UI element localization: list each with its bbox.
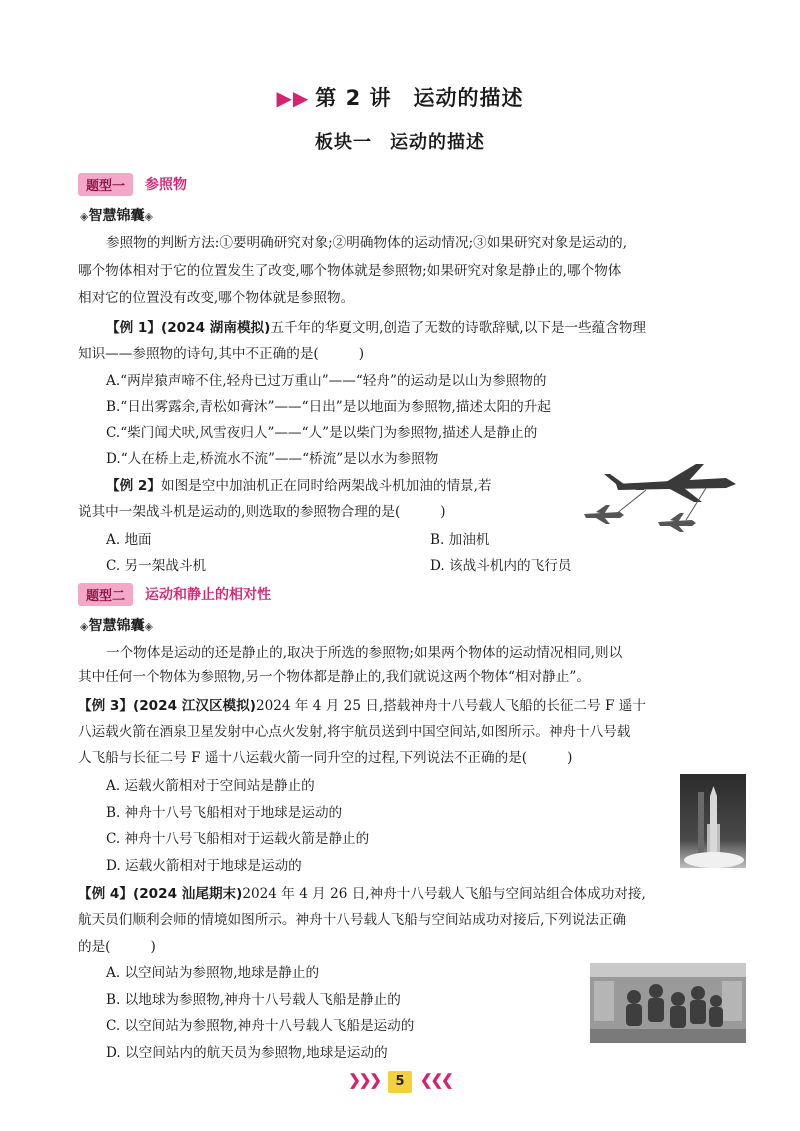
example3-text: 人飞船与长征二号 F 遥十八运载火箭一同升空的过程,下列说法不正确的是( bbox=[78, 750, 528, 766]
example1-source: (2024 湖南模拟) bbox=[160, 320, 271, 336]
type2-wisdom-heading bbox=[80, 615, 153, 635]
example4-option: B. 以地球为参照物,神舟十八号载人飞船是静止的 bbox=[106, 992, 401, 1008]
example1-option: C.“柴门闻犬吠,风雪夜归人”——“人”是以柴门为参照物,描述人是静止的 bbox=[106, 425, 538, 441]
example4-label: 【例 4】 bbox=[78, 886, 133, 902]
type2-para-line: 其中任何一个物体为参照物,另一个物体都是静止的,我们就说这两个物体“相对静止”。 bbox=[78, 669, 590, 685]
type2-header bbox=[78, 583, 271, 605]
section-label: 板块一 bbox=[315, 132, 372, 153]
refueling-aircraft-image bbox=[576, 462, 744, 534]
example1-label: 【例 1】 bbox=[106, 320, 161, 336]
example3-stem-line2: 八运载火箭在酒泉卫星发射中心点火发射,将宇航员送到中国空间站,如图所示。神舟十八号载 bbox=[78, 724, 631, 740]
diamond-icon: ◈ bbox=[80, 210, 89, 223]
type1-para-line: 相对它的位置没有改变,哪个物体就是参照物。 bbox=[78, 290, 355, 306]
type2-badge: 题型二 bbox=[78, 583, 133, 606]
type1-wisdom-heading bbox=[80, 205, 153, 225]
example1-text: 五千年的华夏文明,创造了无数的诗歌辞赋,以下是一些蕴含物理 bbox=[270, 320, 647, 336]
example3-stem-line3 bbox=[78, 748, 746, 768]
example3-label: 【例 3】 bbox=[78, 698, 133, 714]
example3-option: C. 神舟十八号飞船相对于运载火箭是静止的 bbox=[106, 831, 370, 847]
astronauts-image bbox=[590, 963, 746, 1043]
lecture-title bbox=[0, 82, 800, 112]
type1-para-line: 参照物的判断方法:①要明确研究对象;②明确物体的运动情况;③如果研究对象是运动的, bbox=[106, 235, 628, 251]
type1-para-line: 哪个物体相对于它的位置发生了改变,哪个物体就是参照物;如果研究对象是静止的,哪个物体 bbox=[78, 263, 622, 279]
example1-option: B.“日出雾露余,青松如膏沐”——“日出”是以地面为参照物,描述太阳的升起 bbox=[106, 399, 551, 415]
example3-option: A. 运载火箭相对于空间站是静止的 bbox=[106, 778, 315, 794]
wisdom-label: 智慧锦囊 bbox=[88, 208, 145, 224]
example4-option: C. 以空间站为参照物,神舟十八号载人飞船是运动的 bbox=[106, 1018, 415, 1034]
example2-option: C. 另一架战斗机 bbox=[106, 558, 207, 574]
example1-option: D.“人在桥上走,桥流水不流”——“桥流”是以水为参照物 bbox=[106, 451, 439, 467]
example4-stem-line3 bbox=[78, 937, 746, 957]
diamond-icon: ◈ bbox=[144, 210, 153, 223]
type1-header bbox=[78, 173, 187, 195]
rocket-launch-image bbox=[680, 774, 746, 868]
example1-text: 知识——参照物的诗句,其中不正确的是( bbox=[78, 346, 319, 362]
example4-option: D. 以空间站内的航天员为参照物,地球是运动的 bbox=[106, 1045, 388, 1061]
page-footer bbox=[0, 1070, 800, 1093]
example4-text: 的是( bbox=[78, 939, 111, 955]
type2-para-line: 一个物体是运动的还是静止的,取决于所选的参照物;如果两个物体的运动情况相同,则以 bbox=[106, 645, 623, 661]
wisdom-label: 智慧锦囊 bbox=[88, 618, 145, 634]
example1-option: A.“两岸猿声啼不住,轻舟已过万重山”——“轻舟”的运动是以山为参照物的 bbox=[106, 373, 547, 389]
example4-source: (2024 汕尾期末) bbox=[132, 886, 243, 902]
example2-text: 如图是空中加油机正在同时给两架战斗机加油的情景,若 bbox=[160, 478, 492, 494]
diamond-icon: ◈ bbox=[80, 620, 89, 633]
example1-stem bbox=[106, 318, 746, 338]
example1-stem-line2 bbox=[78, 344, 746, 364]
type1-name: 参照物 bbox=[145, 177, 188, 193]
type1-badge: 题型一 bbox=[78, 173, 133, 196]
section-name: 运动的描述 bbox=[390, 132, 485, 153]
example3-option: B. 神舟十八号飞船相对于地球是运动的 bbox=[106, 805, 343, 821]
example4-stem-line2: 航天员们顺利会师的情境如图所示。神舟十八号载人飞船与空间站成功对接后,下列说法正确 bbox=[78, 912, 627, 928]
example2-option: A. 地面 bbox=[106, 532, 152, 548]
paren-close: ) bbox=[150, 939, 156, 955]
paren-close: ) bbox=[567, 750, 573, 766]
example2-option: D. 该战斗机内的飞行员 bbox=[430, 558, 572, 574]
example3-stem bbox=[78, 696, 746, 716]
example2-option: B. 加油机 bbox=[430, 532, 490, 548]
example4-stem bbox=[78, 884, 746, 904]
chevron-right-icon: ❯❯❯ bbox=[348, 1071, 380, 1089]
lecture-name: 运动的描述 bbox=[413, 86, 524, 110]
type2-name: 运动和静止的相对性 bbox=[145, 587, 272, 603]
diamond-icon: ◈ bbox=[144, 620, 153, 633]
example4-option: A. 以空间站为参照物,地球是静止的 bbox=[106, 965, 320, 981]
example3-text: 2024 年 4 月 25 日,搭载神舟十八号载人飞船的长征二号 F 遥十 bbox=[255, 698, 646, 714]
section-title bbox=[0, 128, 800, 154]
chevron-left-icon: ❮❮❮ bbox=[420, 1071, 452, 1089]
lecture-label: 第 2 讲 bbox=[315, 86, 392, 110]
example4-text: 2024 年 4 月 26 日,神舟十八号载人飞船与空间站组合体成功对接, bbox=[242, 886, 646, 902]
example3-source: (2024 江汉区模拟) bbox=[132, 698, 256, 714]
example3-option: D. 运载火箭相对于地球是运动的 bbox=[106, 858, 302, 874]
paren-close: ) bbox=[358, 346, 365, 362]
example2-label: 【例 2】 bbox=[106, 478, 161, 494]
example2-text: 说其中一架战斗机是运动的,则选取的参照物合理的是( bbox=[78, 504, 401, 520]
double-arrow-icon: ▶▶ bbox=[276, 86, 310, 110]
paren-close: ) bbox=[440, 504, 446, 520]
page-number: 5 bbox=[388, 1071, 412, 1093]
